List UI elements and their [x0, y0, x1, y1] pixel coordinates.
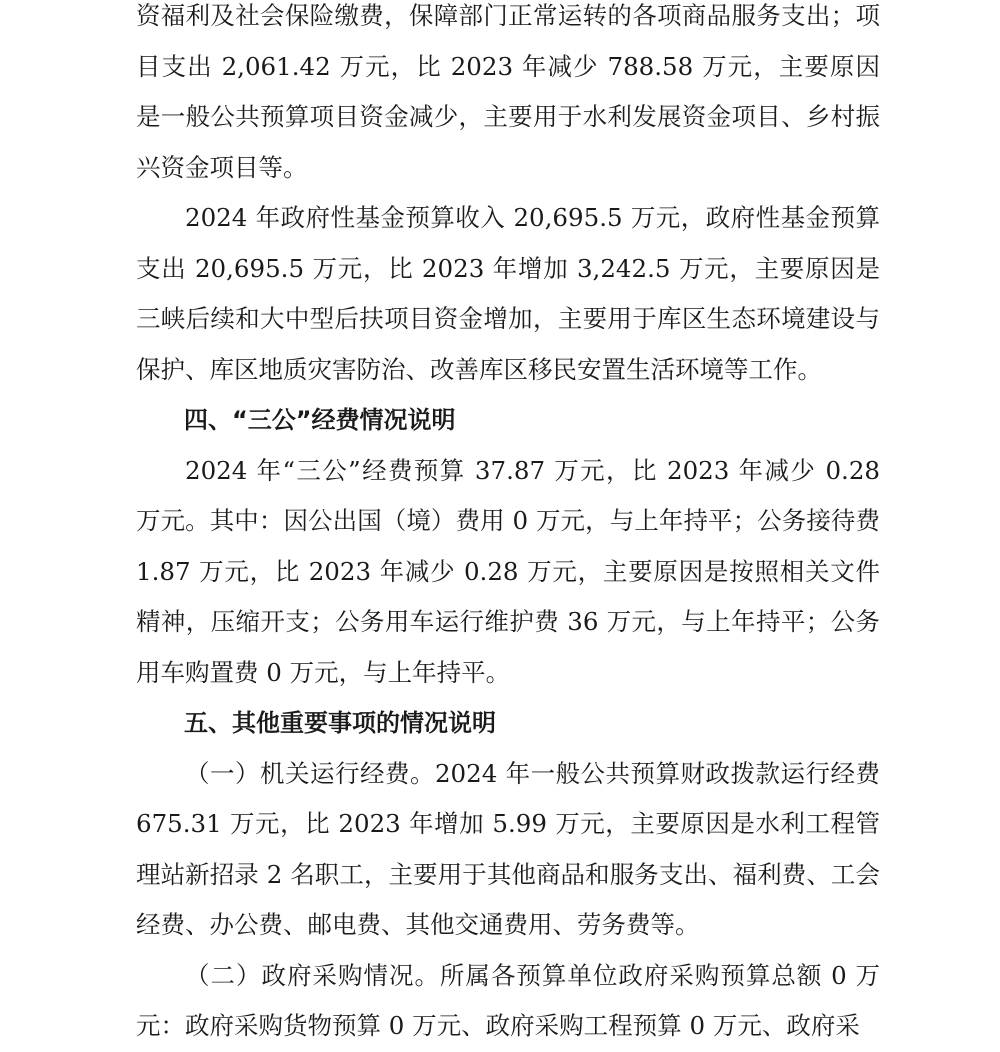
section-heading-other-matters: 五、其他重要事项的情况说明: [184, 709, 496, 737]
document-page: [136, 0, 880, 1052]
paragraph-basic-expenditure-continued: 资福利及社会保险缴费，保障部门正常运转的各项商品服务支出；项目支出 2,061.42 万元，比 2023 年减少 788.58 万元，主要原因是一般公共预算项目资金减少，主要用于水利发展资金项目、乡村振兴资金项目等。: [136, 1, 880, 182]
paragraph-three-public-expenses: 2024 年“三公”经费预算 37.87 万元，比 2023 年减少 0.28 万元。其中：因公出国（境）费用 0 万元，与上年持平；公务接待费 1.87 万元，比 2023 年减少 0.28 万元，主要原因是按照相关文件精神，压缩开支；公务用车运行维护费 36 万元，与上年持平；公务用车购置费 0 万元，与上年持平。: [136, 455, 880, 687]
section-heading-three-public: 四、“三公”经费情况说明: [184, 406, 456, 434]
paragraph-government-fund-budget: 2024 年政府性基金预算收入 20,695.5 万元，政府性基金预算支出 20,695.5 万元，比 2023 年增加 3,242.5 万元，主要原因是三峡后续和大中型后扶项目资金增加，主要用于库区生态环境建设与保护、库区地质灾害防治、改善库区移民安置生活环境等工作。: [136, 203, 880, 384]
paragraph-government-procurement: （二）政府采购情况。所属各预算单位政府采购预算总额 0 万元：政府采购货物预算 0 万元、政府采购工程预算 0 万元、政府采: [136, 960, 880, 1040]
paragraph-operating-expenses: （一）机关运行经费。2024 年一般公共预算财政拨款运行经费 675.31 万元，比 2023 年增加 5.99 万元，主要原因是水利工程管理站新招录 2 名职工，主要用于其他商品和服务支出、福利费、工会经费、办公费、邮电费、其他交通费用、劳务费等。: [136, 758, 880, 939]
